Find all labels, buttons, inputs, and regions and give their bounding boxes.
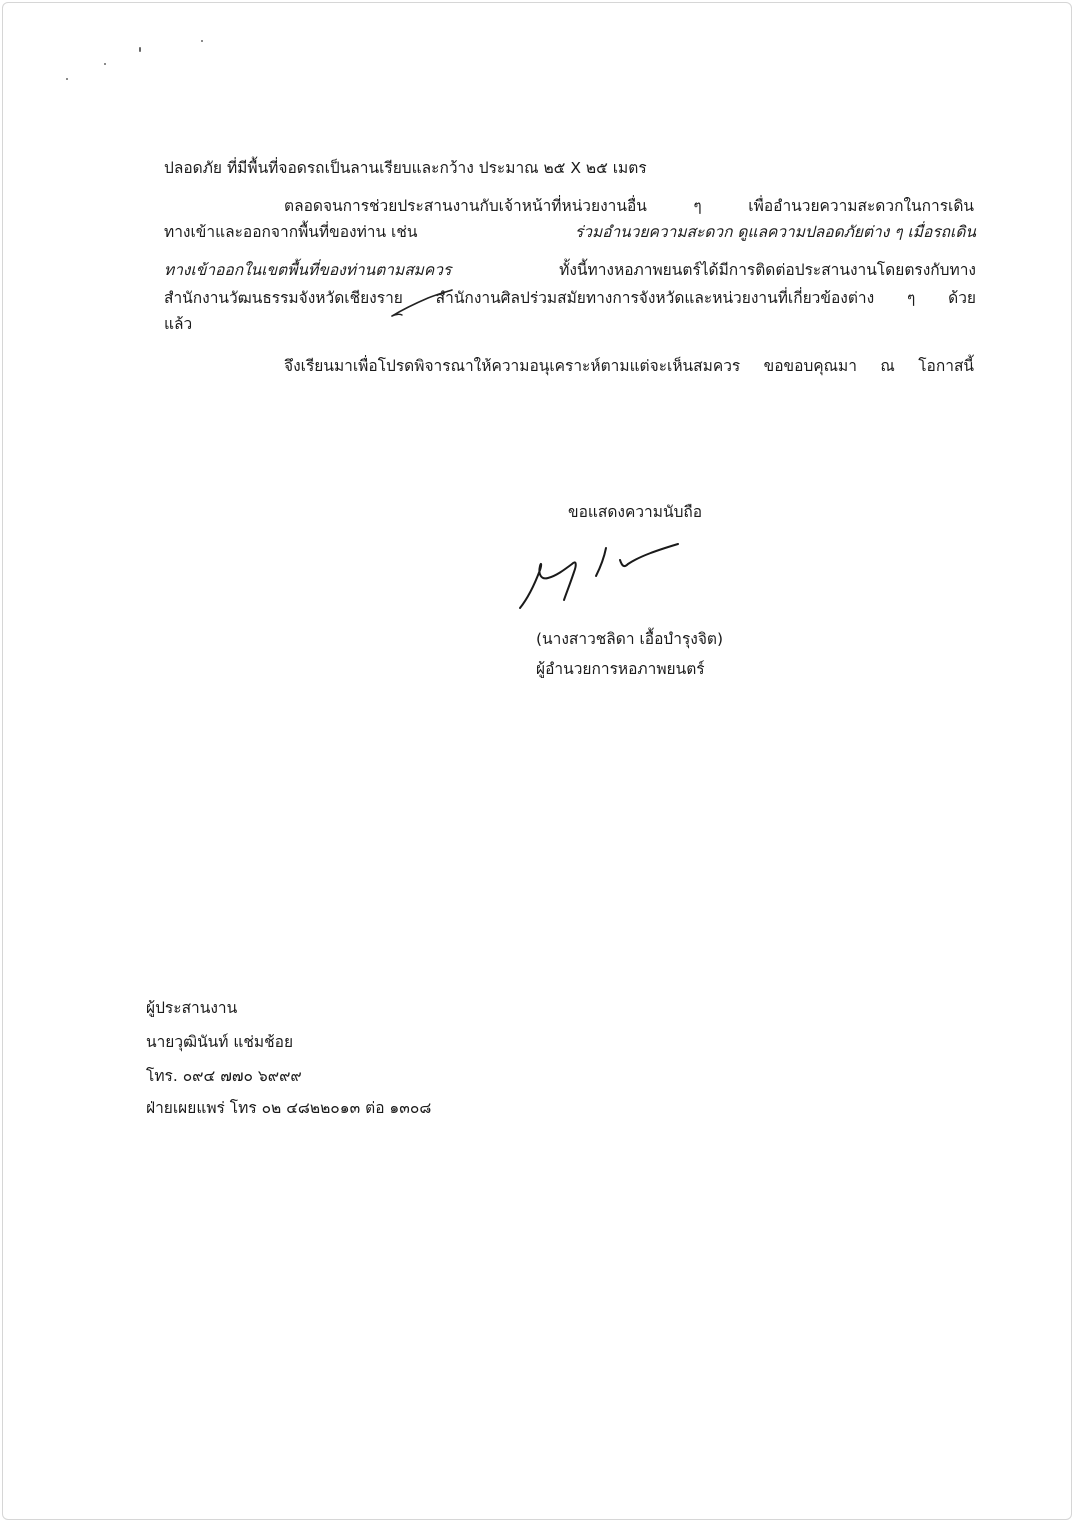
coordinator-name: นายวุฒินันท์ แช่มช้อย	[146, 1033, 294, 1051]
letter-paragraph-line	[164, 260, 976, 280]
letter-text-italic: ทางเข้าออกในเขตพื้นที่ของท่านตามสมควร	[164, 261, 452, 279]
letter-paragraph-line	[164, 222, 976, 242]
valediction: ขอแสดงความนับถือ	[568, 503, 703, 521]
letter-paragraph-line: แล้ว	[164, 315, 193, 333]
handwritten-mark	[388, 284, 458, 324]
letter-paragraph-line: สำนักงานวัฒนธรรมจังหวัดเชียงราย สำนักงานศิลปร่วมสมัยทางการจังหวัดและหน่วยงานที่เกี่ยวข้องต่าง ๆ ด้วย	[164, 289, 976, 307]
letter-paragraph-line: ตลอดจนการช่วยประสานงานกับเจ้าหน้าที่หน่วยงานอื่น ๆ เพื่ออำนวยความสะดวกในการเดิน	[284, 197, 974, 215]
scan-speck	[104, 63, 106, 65]
letter-text-italic: ร่วมอำนวยความสะดวก ดูแลความปลอดภัยต่าง ๆ เมื่อรถเดิน	[574, 223, 976, 241]
signatory-position: ผู้อำนวยการหอภาพยนตร์	[536, 660, 705, 678]
letter-closing-request: จึงเรียนมาเพื่อโปรดพิจารณาให้ความอนุเคราะห์ตามแต่จะเห็นสมควร ขอขอบคุณมา ณ โอกาสนี้	[284, 357, 974, 375]
letter-text-normal: ทั้งนี้ทางหอภาพยนตร์ได้มีการติดต่อประสานงานโดยตรงกับทาง	[559, 261, 976, 279]
letter-text-normal: ทางเข้าและออกจากพื้นที่ของท่าน เช่น	[164, 223, 418, 241]
coordinator-heading: ผู้ประสานงาน	[146, 999, 238, 1017]
coordinator-phone: โทร. ๐๙๔ ๗๗๐ ๖๙๙๙	[146, 1067, 302, 1085]
letter-line-1: ปลอดภัย ที่มีพื้นที่จอดรถเป็นลานเรียบและกว้าง ประมาณ ๒๕ X ๒๕ เมตร	[164, 159, 647, 177]
signatory-name: (นางสาวชลิดา เอื้อบำรุงจิต)	[536, 630, 724, 648]
scan-speck	[201, 40, 203, 42]
signature	[510, 540, 690, 620]
scan-speck	[139, 47, 141, 52]
scan-speck	[66, 78, 68, 80]
coordinator-department: ฝ่ายเผยแพร่ โทร ๐๒ ๔๘๒๒๐๑๓ ต่อ ๑๓๐๘	[146, 1099, 432, 1117]
